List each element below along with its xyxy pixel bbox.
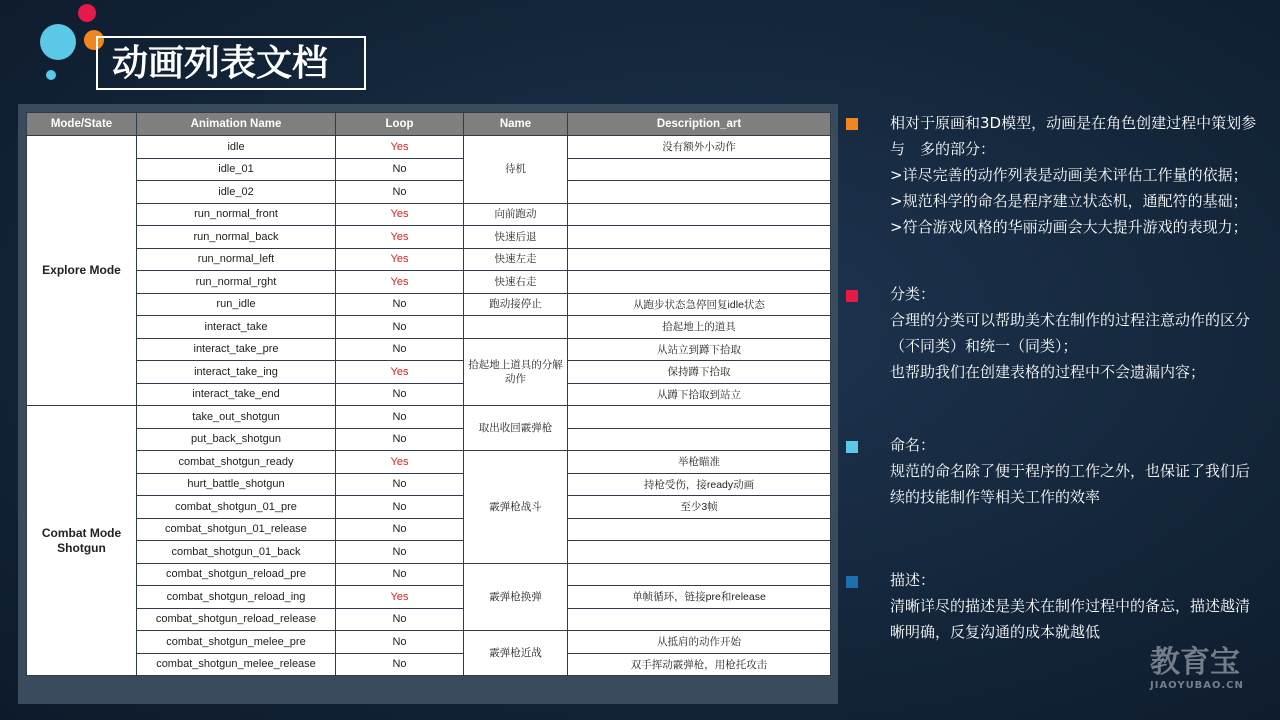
loop-cell: No xyxy=(336,316,464,339)
intro-line-1: >详尽完善的动作列表是动画美术评估工作量的依据； xyxy=(890,166,1248,184)
name-cell: 快速左走 xyxy=(464,248,568,271)
table-row xyxy=(27,181,831,204)
description-cell: 从跑步状态急停回复idle状态 xyxy=(568,293,831,316)
loop-cell: No xyxy=(336,473,464,496)
description-cell xyxy=(568,248,831,271)
bullet-light-blue xyxy=(846,441,858,453)
description-cell xyxy=(568,406,831,429)
animation-name-cell: combat_shotgun_01_pre xyxy=(137,496,336,519)
table-row xyxy=(27,496,831,519)
table-row xyxy=(27,316,831,339)
naming-line-1: 规范的命名除了便于程序的工作之外，也保证了我们后续的技能制作等相关工作的效率 xyxy=(890,462,1251,506)
name-cell: 霰弹枪战斗 xyxy=(464,451,568,564)
animation-table-frame xyxy=(18,104,838,704)
name-cell: 向前跑动 xyxy=(464,203,568,226)
animation-name-cell: take_out_shotgun xyxy=(137,406,336,429)
decor-dot-blue-large xyxy=(40,24,76,60)
loop-cell: Yes xyxy=(336,271,464,294)
bullet-blue xyxy=(846,576,858,588)
table-row xyxy=(27,271,831,294)
mode-cell: Explore Mode xyxy=(27,136,137,406)
description-cell: 双手挥动霰弹枪，用枪托攻击 xyxy=(568,653,831,676)
table-row xyxy=(27,518,831,541)
header-loop: Loop xyxy=(336,113,464,136)
animation-name-cell: combat_shotgun_reload_ing xyxy=(137,586,336,609)
table-row xyxy=(27,361,831,384)
header-name: Name xyxy=(464,113,568,136)
loop-cell: No xyxy=(336,158,464,181)
animation-name-cell: run_normal_front xyxy=(137,203,336,226)
table-row xyxy=(27,406,831,429)
table-row xyxy=(27,608,831,631)
title-box xyxy=(96,36,366,90)
table-row xyxy=(27,158,831,181)
animation-name-cell: combat_shotgun_01_release xyxy=(137,518,336,541)
description-cell xyxy=(568,203,831,226)
page-title: 动画列表文档 xyxy=(112,43,329,84)
loop-cell: No xyxy=(336,541,464,564)
describe-line-1: 清晰详尽的描述是美术在制作过程中的备忘，描述越清晰明确，反复沟通的成本就越低 xyxy=(890,597,1251,641)
loop-cell: No xyxy=(336,608,464,631)
loop-cell: Yes xyxy=(336,451,464,474)
intro-line-2: >规范科学的命名是程序建立状态机，通配符的基础； xyxy=(890,192,1248,210)
description-cell: 没有额外小动作 xyxy=(568,136,831,159)
description-cell: 从蹲下拾取到站立 xyxy=(568,383,831,406)
animation-name-cell: run_normal_back xyxy=(137,226,336,249)
loop-cell: No xyxy=(336,428,464,451)
table-row xyxy=(27,631,831,654)
animation-name-cell: interact_take_ing xyxy=(137,361,336,384)
name-cell xyxy=(464,316,568,339)
jiaoyubao-logo xyxy=(1150,646,1244,691)
table-row xyxy=(27,136,831,159)
table-row xyxy=(27,226,831,249)
animation-name-cell: combat_shotgun_reload_release xyxy=(137,608,336,631)
table-row xyxy=(27,541,831,564)
description-cell xyxy=(568,271,831,294)
table-row xyxy=(27,293,831,316)
animation-name-cell: run_normal_left xyxy=(137,248,336,271)
animation-name-cell: run_normal_rght xyxy=(137,271,336,294)
classify-section xyxy=(890,281,1260,385)
description-cell: 保持蹲下拾取 xyxy=(568,361,831,384)
name-cell: 跑动接停止 xyxy=(464,293,568,316)
description-cell xyxy=(568,563,831,586)
animation-name-cell: interact_take_pre xyxy=(137,338,336,361)
logo-cn-text: 教育宝 xyxy=(1150,645,1240,680)
name-cell: 霰弹枪换弹 xyxy=(464,563,568,631)
table-row xyxy=(27,338,831,361)
loop-cell: Yes xyxy=(336,203,464,226)
animation-name-cell: hurt_battle_shotgun xyxy=(137,473,336,496)
animation-name-cell: run_idle xyxy=(137,293,336,316)
table-row xyxy=(27,653,831,676)
describe-section xyxy=(890,567,1260,645)
loop-cell: No xyxy=(336,406,464,429)
table-row xyxy=(27,203,831,226)
name-cell: 拾起地上道具的分解动作 xyxy=(464,338,568,406)
animation-name-cell: combat_shotgun_melee_pre xyxy=(137,631,336,654)
decor-dot-red xyxy=(78,4,96,22)
description-cell: 拾起地上的道具 xyxy=(568,316,831,339)
loop-cell: Yes xyxy=(336,586,464,609)
classify-line-2: 也帮助我们在创建表格的过程中不会遗漏内容； xyxy=(890,363,1206,381)
table-row xyxy=(27,586,831,609)
animation-name-cell: interact_take xyxy=(137,316,336,339)
naming-title: 命名： xyxy=(890,436,936,454)
description-cell: 至少3帧 xyxy=(568,496,831,519)
description-cell xyxy=(568,181,831,204)
description-cell xyxy=(568,518,831,541)
table-row xyxy=(27,428,831,451)
animation-name-cell: combat_shotgun_reload_pre xyxy=(137,563,336,586)
describe-title: 描述： xyxy=(890,571,936,589)
animation-name-cell: idle_02 xyxy=(137,181,336,204)
loop-cell: Yes xyxy=(336,226,464,249)
animation-name-cell: interact_take_end xyxy=(137,383,336,406)
description-cell xyxy=(568,608,831,631)
description-cell xyxy=(568,541,831,564)
loop-cell: Yes xyxy=(336,136,464,159)
header-mode: Mode/State xyxy=(27,113,137,136)
animation-table xyxy=(26,112,831,676)
classify-title: 分类： xyxy=(890,285,936,303)
loop-cell: No xyxy=(336,383,464,406)
animation-name-cell: idle_01 xyxy=(137,158,336,181)
loop-cell: No xyxy=(336,338,464,361)
loop-cell: Yes xyxy=(336,361,464,384)
header-description: Description_art xyxy=(568,113,831,136)
animation-name-cell: combat_shotgun_melee_release xyxy=(137,653,336,676)
loop-cell: No xyxy=(336,181,464,204)
loop-cell: No xyxy=(336,631,464,654)
name-cell: 快速后退 xyxy=(464,226,568,249)
description-cell: 举枪瞄准 xyxy=(568,451,831,474)
bullet-red xyxy=(846,290,858,302)
naming-section xyxy=(890,432,1260,510)
name-cell: 取出收回霰弹枪 xyxy=(464,406,568,451)
description-cell: 从站立到蹲下拾取 xyxy=(568,338,831,361)
description-cell xyxy=(568,226,831,249)
intro-line-3: >符合游戏风格的华丽动画会大大提升游戏的表现力； xyxy=(890,218,1248,236)
table-row xyxy=(27,248,831,271)
animation-name-cell: combat_shotgun_01_back xyxy=(137,541,336,564)
animation-name-cell: idle xyxy=(137,136,336,159)
loop-cell: No xyxy=(336,563,464,586)
description-cell: 单帧循环，链接pre和release xyxy=(568,586,831,609)
mode-cell: Combat Mode Shotgun xyxy=(27,406,137,676)
description-cell: 持枪受伤，接ready动画 xyxy=(568,473,831,496)
loop-cell: Yes xyxy=(336,248,464,271)
intro-text: 相对于原画和3D模型，动画是在角色创建过程中策划参与 多的部分： xyxy=(890,114,1257,158)
loop-cell: No xyxy=(336,293,464,316)
bullet-orange xyxy=(846,118,858,130)
loop-cell: No xyxy=(336,653,464,676)
animation-name-cell: combat_shotgun_ready xyxy=(137,451,336,474)
table-header-row xyxy=(27,113,831,136)
name-cell: 快速右走 xyxy=(464,271,568,294)
description-cell: 从抵肩的动作开始 xyxy=(568,631,831,654)
table-row xyxy=(27,451,831,474)
logo-en-text: JIAOYUBAO.CN xyxy=(1150,680,1244,691)
decor-dot-blue-small xyxy=(46,70,56,80)
header-animation-name: Animation Name xyxy=(137,113,336,136)
intro-section xyxy=(890,110,1260,240)
name-cell: 待机 xyxy=(464,136,568,204)
classify-line-1: 合理的分类可以帮助美术在制作的过程注意动作的区分（不同类）和统一（同类）； xyxy=(890,311,1251,355)
loop-cell: No xyxy=(336,496,464,519)
table-row xyxy=(27,473,831,496)
loop-cell: No xyxy=(336,518,464,541)
name-cell: 霰弹枪近战 xyxy=(464,631,568,676)
description-cell xyxy=(568,428,831,451)
description-cell xyxy=(568,158,831,181)
table-row xyxy=(27,563,831,586)
table-row xyxy=(27,383,831,406)
animation-name-cell: put_back_shotgun xyxy=(137,428,336,451)
